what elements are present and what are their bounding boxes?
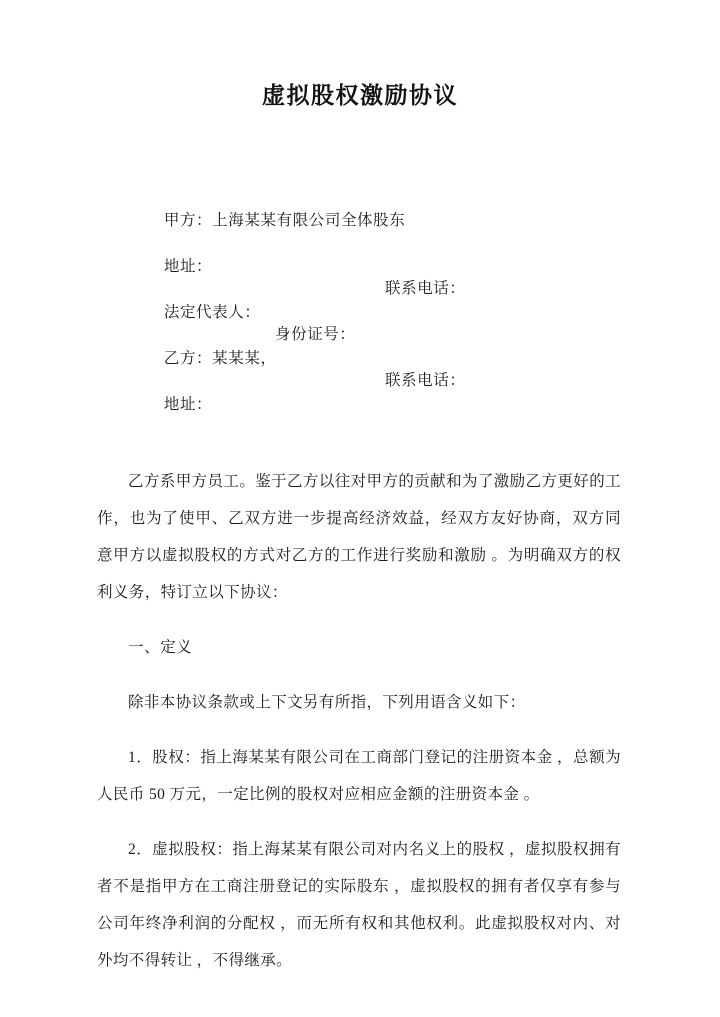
party-a-legal-rep-line (137, 277, 623, 323)
party-b-line (137, 323, 623, 369)
preamble-paragraph: 乙方系甲方员工。鉴于乙方以往对甲方的贡献和为了激励乙方更好的工作，也为了使甲、乙双方进一步提高经济效益，经双方友好协商，双方同意甲方以虚拟股权的方式对乙方的工作进行奖励和激励 。为明确双方的权利义务，特订立以下协议： (97, 473, 621, 601)
party-b-id-label: 身份证号： (275, 326, 356, 343)
party-b-address-line (137, 369, 623, 415)
party-a-label-value: 甲方：上海某某有限公司全体股东 (163, 212, 406, 229)
definition-item-2: 2．虚拟股权：指上海某某有限公司对内名义上的股权 ，虚拟股权拥有者不是指甲方在工商注册登记的实际股东 ，虚拟股权的拥有者仅享有参与公司年终净利润的分配权 ，而无所有权和其他权利。此虚拟股权对内、对外均不得转让 ，不得继承。 (97, 841, 621, 969)
parties-block (137, 185, 623, 415)
party-a-legal-rep-label: 法定代表人： (163, 304, 261, 321)
section-heading-one: 一、定义 (128, 639, 193, 656)
party-b-address-label: 地址： (163, 396, 213, 413)
party-b-label-value: 乙方：某某某， (163, 350, 277, 367)
party-b-phone-label: 联系电话： (385, 372, 466, 389)
document-body (97, 463, 621, 979)
definition-item-1: 1．股权：指上海某某有限公司在工商部门登记的注册资本金 ，总额为人民币 50 万元，一定比例的股权对应相应金额的注册资本金 。 (97, 749, 621, 803)
party-a-address-label: 地址： (163, 258, 213, 275)
party-a-line (137, 185, 623, 231)
page-title: 虚拟股权激励协议 (262, 83, 458, 108)
party-a-address-line (137, 231, 623, 277)
party-a-phone-label: 联系电话： (385, 280, 466, 297)
definitions-intro-paragraph: 除非本协议条款或上下文另有所指，下列用语含义如下： (128, 694, 526, 711)
